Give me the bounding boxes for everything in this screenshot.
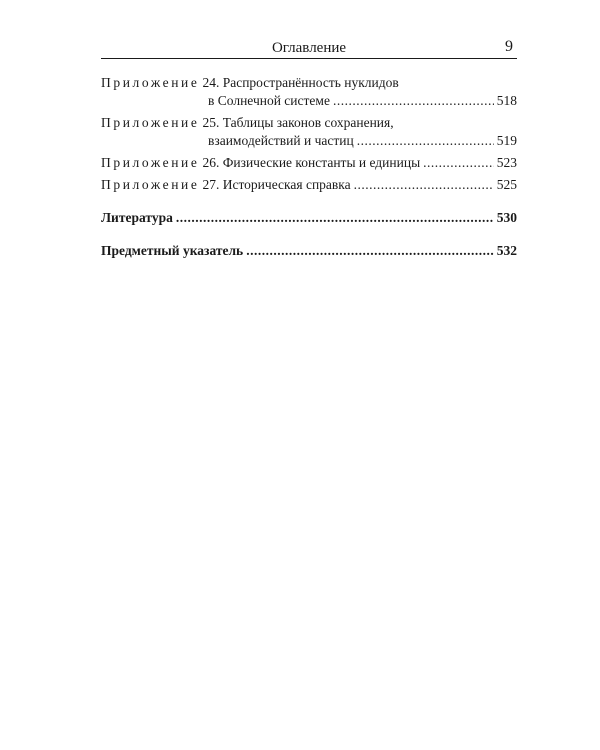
entry-page-number: 530 — [496, 210, 517, 225]
appendix-number: 25. — [202, 115, 220, 130]
entry-title: Физические константы и единицы — [222, 155, 421, 170]
entry-title: Литература — [101, 210, 173, 225]
dot-leader — [354, 176, 494, 194]
toc-entry-appendix-27[interactable] — [101, 176, 517, 194]
toc-entry-literature[interactable] — [101, 209, 517, 227]
entry-page-number: 518 — [496, 93, 517, 108]
running-title: Оглавление — [271, 40, 347, 56]
dot-leader — [333, 92, 494, 110]
entry-title-continuation: взаимодействий и частиц — [208, 133, 354, 148]
appendix-prefix: Приложение — [101, 75, 200, 90]
appendix-prefix: Приложение — [101, 115, 200, 130]
appendix-number: 26. — [202, 155, 220, 170]
dot-leader — [423, 154, 494, 172]
entry-page-number: 519 — [496, 133, 517, 148]
dot-leader — [176, 209, 494, 227]
dot-leader — [357, 132, 494, 150]
entry-title-continuation: в Солнечной системе — [208, 93, 330, 108]
toc-entry-subject-index[interactable] — [101, 242, 517, 260]
entry-title: Предметный указатель — [101, 243, 244, 258]
appendix-number: 27. — [202, 177, 220, 192]
dot-leader — [246, 242, 494, 260]
entry-page-number: 523 — [496, 155, 517, 170]
page-header — [101, 36, 517, 59]
entry-title: Историческая справка — [222, 177, 351, 192]
toc-entry-appendix-24[interactable] — [101, 74, 517, 110]
entry-title: Распространённость нуклидов — [222, 75, 399, 90]
appendix-prefix: Приложение — [101, 177, 200, 192]
entry-page-number: 532 — [496, 243, 517, 258]
entry-title: Таблицы законов сохранения, — [222, 115, 394, 130]
page-number: 9 — [505, 38, 513, 55]
appendix-number: 24. — [202, 75, 220, 90]
toc-entry-appendix-26[interactable] — [101, 154, 517, 172]
toc-entry-appendix-25[interactable] — [101, 114, 517, 150]
table-of-contents — [101, 74, 517, 260]
appendix-prefix: Приложение — [101, 155, 200, 170]
entry-page-number: 525 — [496, 177, 517, 192]
